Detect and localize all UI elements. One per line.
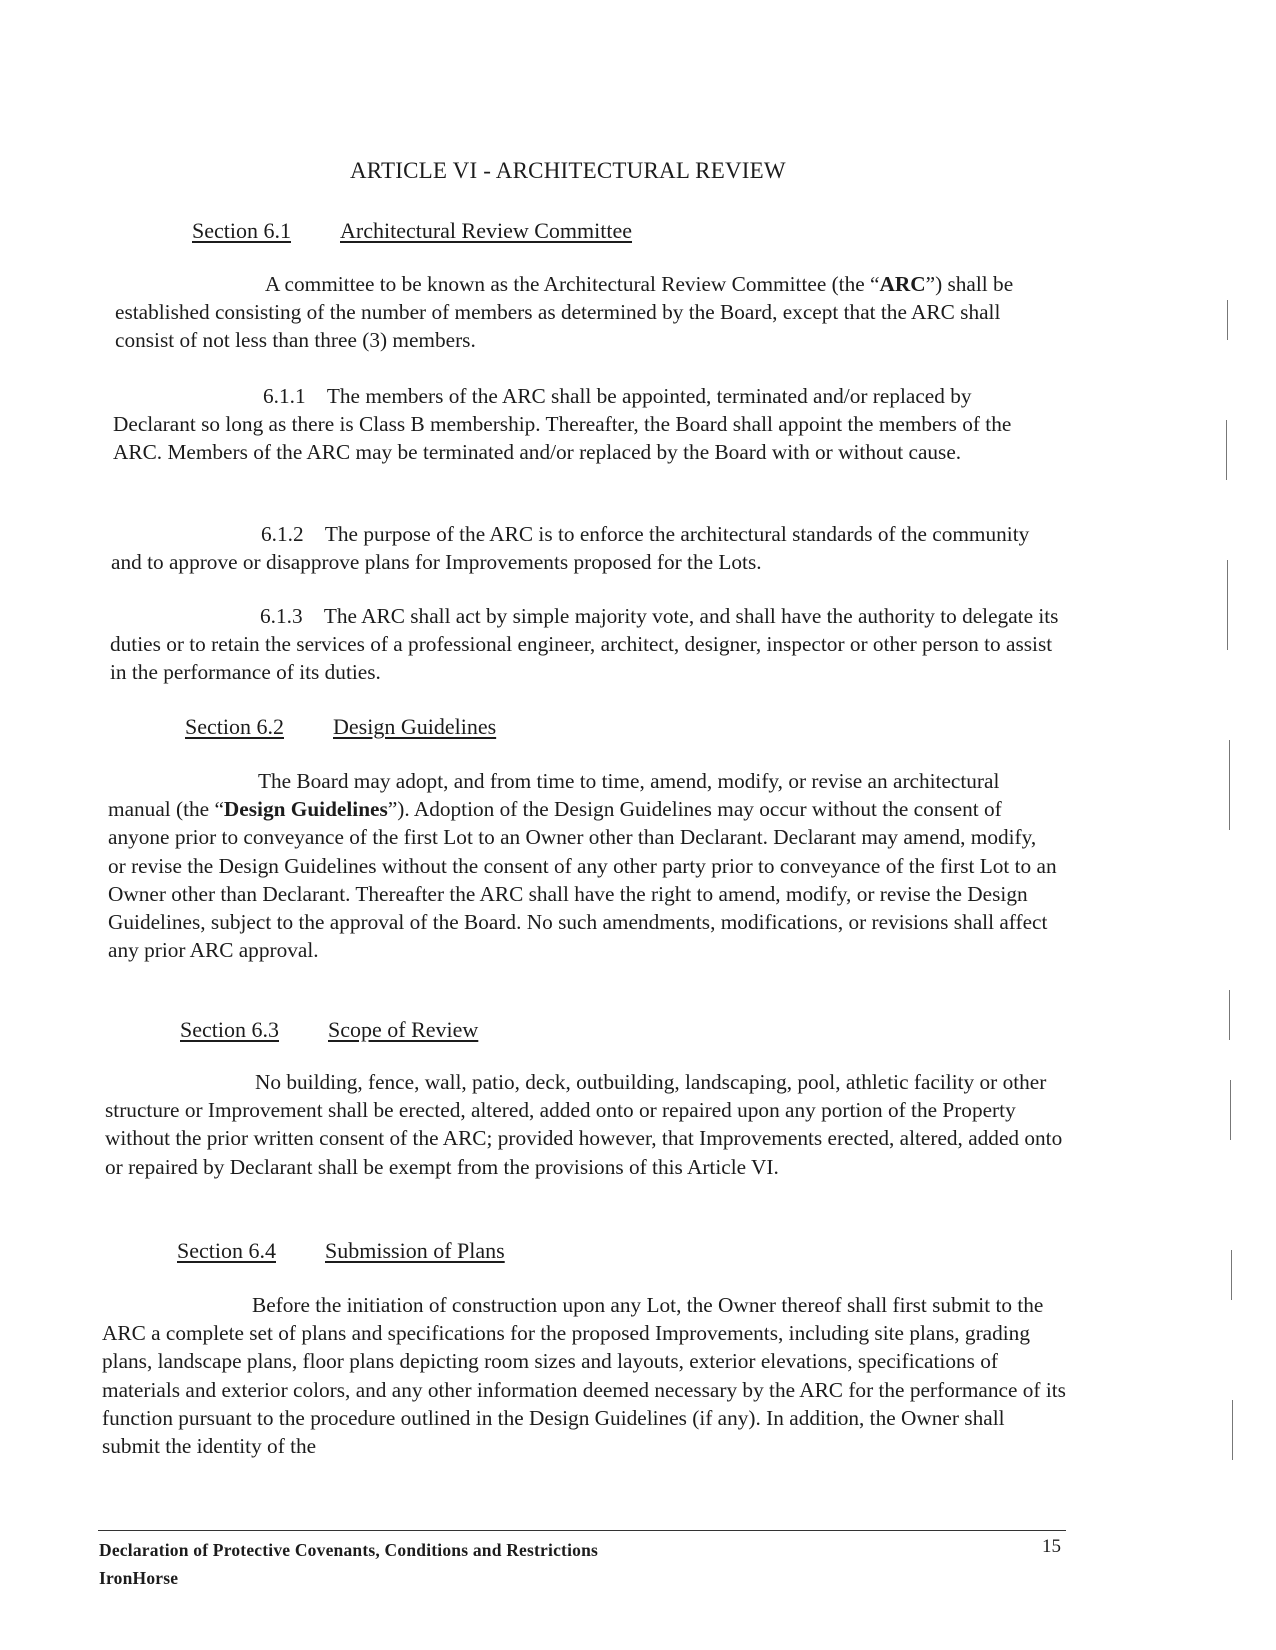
scan-artifact: [1229, 990, 1230, 1040]
page-number: 15: [1042, 1536, 1061, 1557]
section-6-1-heading: [192, 218, 712, 248]
paragraph-6-1-1: 6.1.1 The members of the ARC shall be appointed, terminated and/or replaced by Declarant so long as there is Class B membership. Thereafter, the Board shall appoint the members of the ARC. Members of the ARC may be terminated and/or replaced by the Board with or without cause.: [113, 384, 1012, 465]
section-number: Section 6.1: [192, 218, 291, 243]
scan-artifact: [1232, 1400, 1233, 1460]
clause-number: 6.1.2: [261, 522, 304, 546]
paragraph-6-1-3: 6.1.3 The ARC shall act by simple majority vote, and shall have the authority to delegate its duties or to retain the services of a professional engineer, architect, designer, inspector or other person to assist in the performance of its duties.: [110, 604, 1059, 685]
section-6-2-heading: [185, 714, 705, 744]
paragraph-6-1-2: 6.1.2 The purpose of the ARC is to enforce the architectural standards of the community and to approve or disapprove plans for Improvements proposed for the Lots.: [111, 522, 1030, 575]
footer-document-title: Declaration of Protective Covenants, Conditions and Restrictions: [99, 1540, 599, 1560]
section-title: Architectural Review Committee: [340, 218, 633, 243]
scan-artifact: [1230, 1080, 1231, 1140]
scan-artifact: [1226, 420, 1227, 480]
section-title: Submission of Plans: [325, 1238, 505, 1263]
article-title: ARTICLE VI - ARCHITECTURAL REVIEW: [350, 158, 786, 183]
section-number: Section 6.4: [177, 1238, 276, 1263]
section-number: Section 6.3: [180, 1017, 279, 1042]
scan-artifact: [1231, 1250, 1232, 1300]
scan-artifact: [1227, 560, 1228, 650]
clause-number: 6.1.1: [263, 384, 306, 408]
footer-community-name: IronHorse: [99, 1568, 179, 1588]
section-6-3-heading: [180, 1017, 700, 1047]
paragraph-6-1-intro: A committee to be known as the Architectural Review Committee (the “ARC”) shall be established consisting of the number of members as determined by the Board, except that the ARC shall consist of not less than three (3) members.: [115, 272, 1014, 353]
footer: [99, 1536, 598, 1592]
section-title: Scope of Review: [328, 1017, 479, 1042]
paragraph-6-4: Before the initiation of construction upon any Lot, the Owner thereof shall first submit to the ARC a complete set of plans and specifications for the proposed Improvements, including site plans, grading plans, landscape plans, floor plans depicting room sizes and layouts, exterior elevations, specifications of materials and exterior colors, and any other information deemed necessary by the ARC for the performance of its function pursuant to the procedure outlined in the Design Guidelines (if any). In addition, the Owner shall submit the identity of the: [102, 1293, 1066, 1459]
paragraph-6-2: The Board may adopt, and from time to time, amend, modify, or revise an architectural manual (the “Design Guidelines”). Adoption of the Design Guidelines may occur without the consent of anyone prior to conveyance of the first Lot to an Owner other than Declarant. Declarant may amend, modify, or revise the Design Guidelines without the consent of any other party prior to conveyance of the first Lot to an Owner other than Declarant. Thereafter the ARC shall have the right to amend, modify, or revise the Design Guidelines, subject to the approval of the Board. No such amendments, modifications, or revisions shall affect any prior ARC approval.: [108, 769, 1057, 963]
section-number: Section 6.2: [185, 714, 284, 739]
footer-divider: [98, 1530, 1066, 1531]
paragraph-6-3: No building, fence, wall, patio, deck, outbuilding, landscaping, pool, athletic facility or other structure or Improvement shall be erected, altered, added onto or repaired upon any portion of the Property without the prior written consent of the ARC; provided however, that Improvements erected, altered, added onto or repaired by Declarant shall be exempt from the provisions of this Article VI.: [105, 1070, 1063, 1179]
arc-defined-term: ARC: [879, 272, 926, 296]
scan-artifact: [1227, 300, 1228, 340]
section-6-4-heading: [177, 1238, 697, 1268]
section-title: Design Guidelines: [333, 714, 497, 739]
scan-artifact: [1229, 740, 1230, 830]
design-guidelines-defined-term: Design Guidelines: [223, 797, 388, 822]
clause-number: 6.1.3: [260, 604, 303, 628]
